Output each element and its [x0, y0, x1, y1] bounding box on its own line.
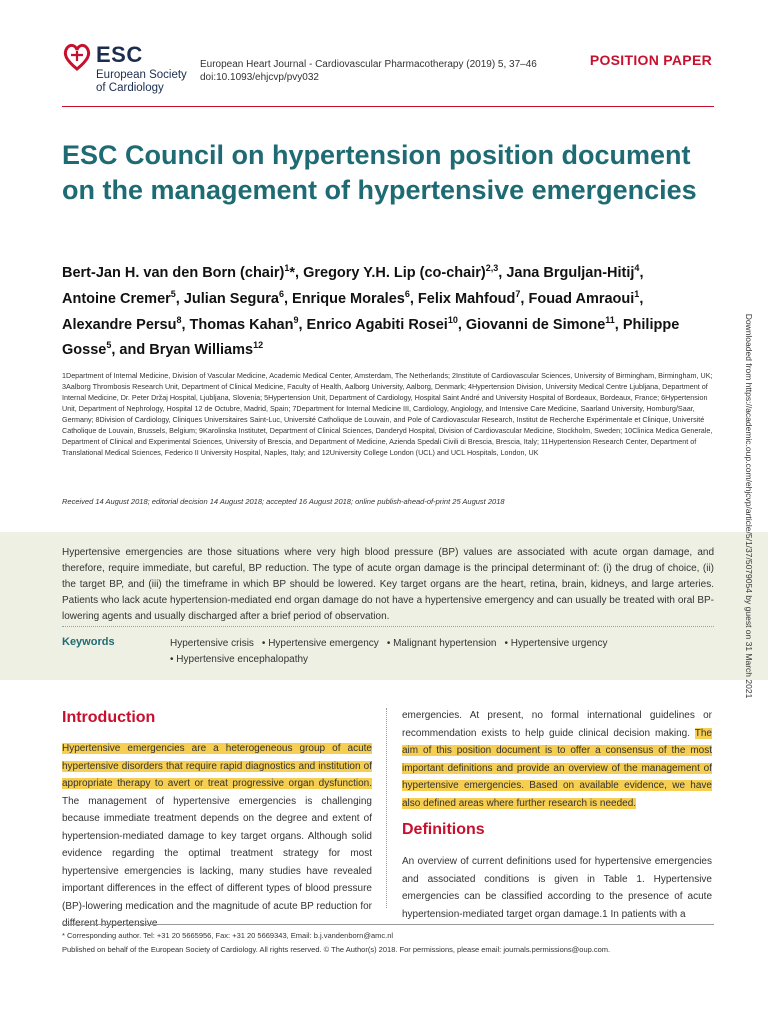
author-separator: *,: [289, 264, 304, 281]
definitions-heading: Definitions: [402, 821, 485, 838]
affiliations: 1Department of Internal Medicine, Division of Vascular Medicine, Academic Medical Center, Amsterdam, The Netherlands; 2Institute of Cardiovascular Sciences, University of Birmingham, Birmingham, UK; 3Aalborg Thrombosis Research Unit, Department of Clinical Medicine, Faculty of Health, Aalborg University, Aalborg, Denmark; 4Hypertension Division, University Medical Centre Ljubljana, Department of Internal Medicine, Dr. Peter Držaj Hospital, Ljubljana, Slovenia; 5Hypertension Unit, Department of Cardiology, Hospital Saint André and University Hospital of Bordeaux, Bordeaux, France; 6Hypertension Unit, Department of Nephrology, Hospital 12 de Octubre, Madrid, Spain; 7Department for Internal Medicine III, Cardiology, Angiology, and Intensive Care Medicine, Saarland University, Homburg/Saar, Germany; 8Division of Cardiology, Cliniques Universitaires Saint-Luc, Université Catholique de Louvain, and Pole of Cardiovascular Research, Institut de Recherche Expérimentale et Clinique, Université Catholique de Louvain, Brussels, Belgium; 9Karolinska Institutet, Department of Clinical Sciences, Danderyd Hospital, Division of Cardiovascular Medicine, Stockholm, Sweden; 10Clinica Medica Generale, Department of Clinical and Experimental Sciences, University of Brescia, and Department of Medicine, Azienda Spedali Civili di Brescia, Brescia, Italy; 11Hypertension Research Center, Department of Translational Medical Sciences, Federico II University Hospital, Naples, Italy; and 12University College London (UCL) and UCL Hospitals, London, UK: [62, 371, 713, 457]
article-dates: Received 14 August 2018; editorial decision 14 August 2018; accepted 16 August 2018; online publish-ahead-of-print 25 August 2018: [62, 497, 505, 506]
author-name: Felix Mahfoud: [417, 290, 516, 307]
author-affiliation-index: 5: [170, 288, 176, 299]
keywords-list: [170, 636, 690, 668]
author-name: Giovanni de Simone: [465, 316, 606, 333]
author-name: Alexandre Persu: [62, 316, 177, 333]
footer-divider: [62, 924, 714, 925]
author-separator: ,: [639, 264, 644, 281]
column-divider: [386, 708, 387, 908]
highlighted-text: Hypertensive emergencies are a heterogeneous group of acute hypertensive disorders that require rapid diagnostics and institution of appropriate therapy to avert or treat progressive organ dysfunction.: [62, 743, 372, 789]
abstract-text: Hypertensive emergencies are those situations where very high blood pressure (BP) values are associated with acute organ damage, and therefore, require immediate, but careful, BP reduction. The type of acute organ damage is the principal determinant of: (i) the drug of choice, (ii) the target BP, and (iii) the timeframe in which BP should be lowered. Key target organs are the heart, retina, brain, kidneys, and large arteries. Patients who lack acute hypertension-mediated end organ damage do not have a hypertensive emergency and can usually be treated with oral BP-lowering agents and usually discharged after a brief period of observation.: [62, 547, 714, 622]
doi-line[interactable]: doi:10.1093/ehjcvp/pvy032: [200, 72, 319, 83]
introduction-text: [62, 740, 372, 933]
author-affiliation-index: 6: [278, 288, 284, 299]
author-name: Jana Brguljan-Hitij: [506, 264, 635, 281]
abstract-divider: [62, 626, 714, 627]
author-affiliation-index: 5: [106, 340, 112, 351]
keyword[interactable]: • Malignant hypertension: [386, 638, 497, 649]
author-separator: ,: [614, 316, 623, 333]
author-affiliation-index: 8: [176, 314, 182, 325]
esc-logo: [62, 40, 192, 100]
author-name: Bryan Williams: [149, 342, 254, 359]
author-name: Philippe Gosse: [62, 316, 680, 359]
author-separator: ,: [175, 290, 184, 307]
author-affiliation-index: 4: [634, 263, 640, 273]
author-affiliation-index: 6: [404, 288, 410, 299]
author-name: Fouad Amraoui: [528, 290, 635, 307]
author-affiliation-index: 2,3: [485, 263, 499, 273]
journal-line: European Heart Journal - Cardiovascular Pharmacotherapy (2019) 5, 37–46: [200, 59, 537, 70]
author-separator: ,: [181, 316, 190, 333]
author-list: [62, 258, 682, 361]
body-text: The management of hypertensive emergencies is challenging because immediate treatment depends on the degree and extent of hypertension-mediated damage to key target organs. Although solid evidence regarding the optimal treatment strategy for most hypertensive emergencies is lacking, many studies have revealed important differences in the effect of different types of blood pressure (BP)-lowering medication and the magnitude of acute BP reduction for different hypertensive: [62, 795, 372, 929]
author-affiliation-index: 10: [447, 314, 458, 325]
introduction-heading: Introduction: [62, 709, 156, 726]
right-column-text: [402, 707, 712, 812]
author-name: Enrico Agabiti Rosei: [306, 316, 448, 333]
author-separator: ,: [409, 290, 414, 307]
logo-text: ESC: [96, 42, 143, 67]
author-affiliation-index: 1: [634, 288, 640, 299]
author-affiliation-index: 11: [605, 314, 615, 325]
keyword[interactable]: Hypertensive crisis: [170, 638, 254, 649]
author-separator: ,: [520, 290, 529, 307]
journal-citation: [200, 58, 537, 84]
definitions-text: An overview of current definitions used for hypertensive emergencies and associated conditions is given in Table 1. Hypertensive emergencies can be classified according to the presence of acute hypertension-mediated target organ damage.1 In patients with a: [402, 856, 712, 920]
author-separator: ,: [298, 316, 303, 333]
author-name: Gregory Y.H. Lip (co-chair): [303, 264, 486, 281]
footer: [62, 929, 714, 957]
page-title: ESC Council on hypertension position document on the management of hypertensive emergencies: [62, 140, 697, 205]
author-separator: ,: [457, 316, 466, 333]
author-name: Thomas Kahan: [189, 316, 294, 333]
author-name: Enrique Morales: [292, 290, 405, 307]
author-affiliation-index: 9: [293, 314, 299, 325]
download-note: Downloaded from https://academic.oup.com/ehjcvp/article/5/1/37/5079054 by guest on 31 March 2021: [744, 313, 754, 699]
author-separator: ,: [498, 264, 503, 281]
author-separator: ,: [283, 290, 293, 307]
corresponding-author: * Corresponding author. Tel: +31 20 5665956, Fax: +31 20 5669343, Email: b.j.vandenborn@amc.nl: [62, 931, 394, 940]
author-affiliation-index: 12: [253, 340, 264, 351]
header-divider: [62, 106, 714, 107]
keyword[interactable]: • Hypertensive urgency: [504, 638, 608, 649]
highlighted-text: The aim of this position document is to offer a consensus of the most important definitions and provide an overview of the management of hypertensive emergencies. Based on available evidence, we have also defined areas where further research is needed.: [402, 727, 712, 809]
keyword[interactable]: • Hypertensive emergency: [261, 638, 379, 649]
author-name: Antoine Cremer: [62, 290, 171, 307]
publisher-note: Published on behalf of the European Society of Cardiology. All rights reserved. © The Author(s) 2018. For permissions, please email: journals.permissions@oup.com.: [62, 945, 611, 954]
author-affiliation-index: 7: [515, 288, 521, 299]
body-text: emergencies. At present, no formal international guidelines or recommendation exists to help guide clinical decision making.: [402, 710, 712, 739]
author-affiliation-index: 1: [284, 263, 290, 273]
author-separator: , and: [111, 342, 146, 359]
logo-subtitle: European Society of Cardiology: [96, 69, 187, 94]
author-name: Julian Segura: [183, 290, 279, 307]
author-name: Bert-Jan H. van den Born (chair): [62, 264, 285, 281]
paper-type: POSITION PAPER: [589, 52, 712, 68]
author-separator: ,: [639, 290, 644, 307]
keyword[interactable]: • Hypertensive encephalopathy: [170, 654, 309, 665]
keywords-label: Keywords: [62, 636, 115, 648]
heart-logo-icon: [62, 42, 92, 72]
